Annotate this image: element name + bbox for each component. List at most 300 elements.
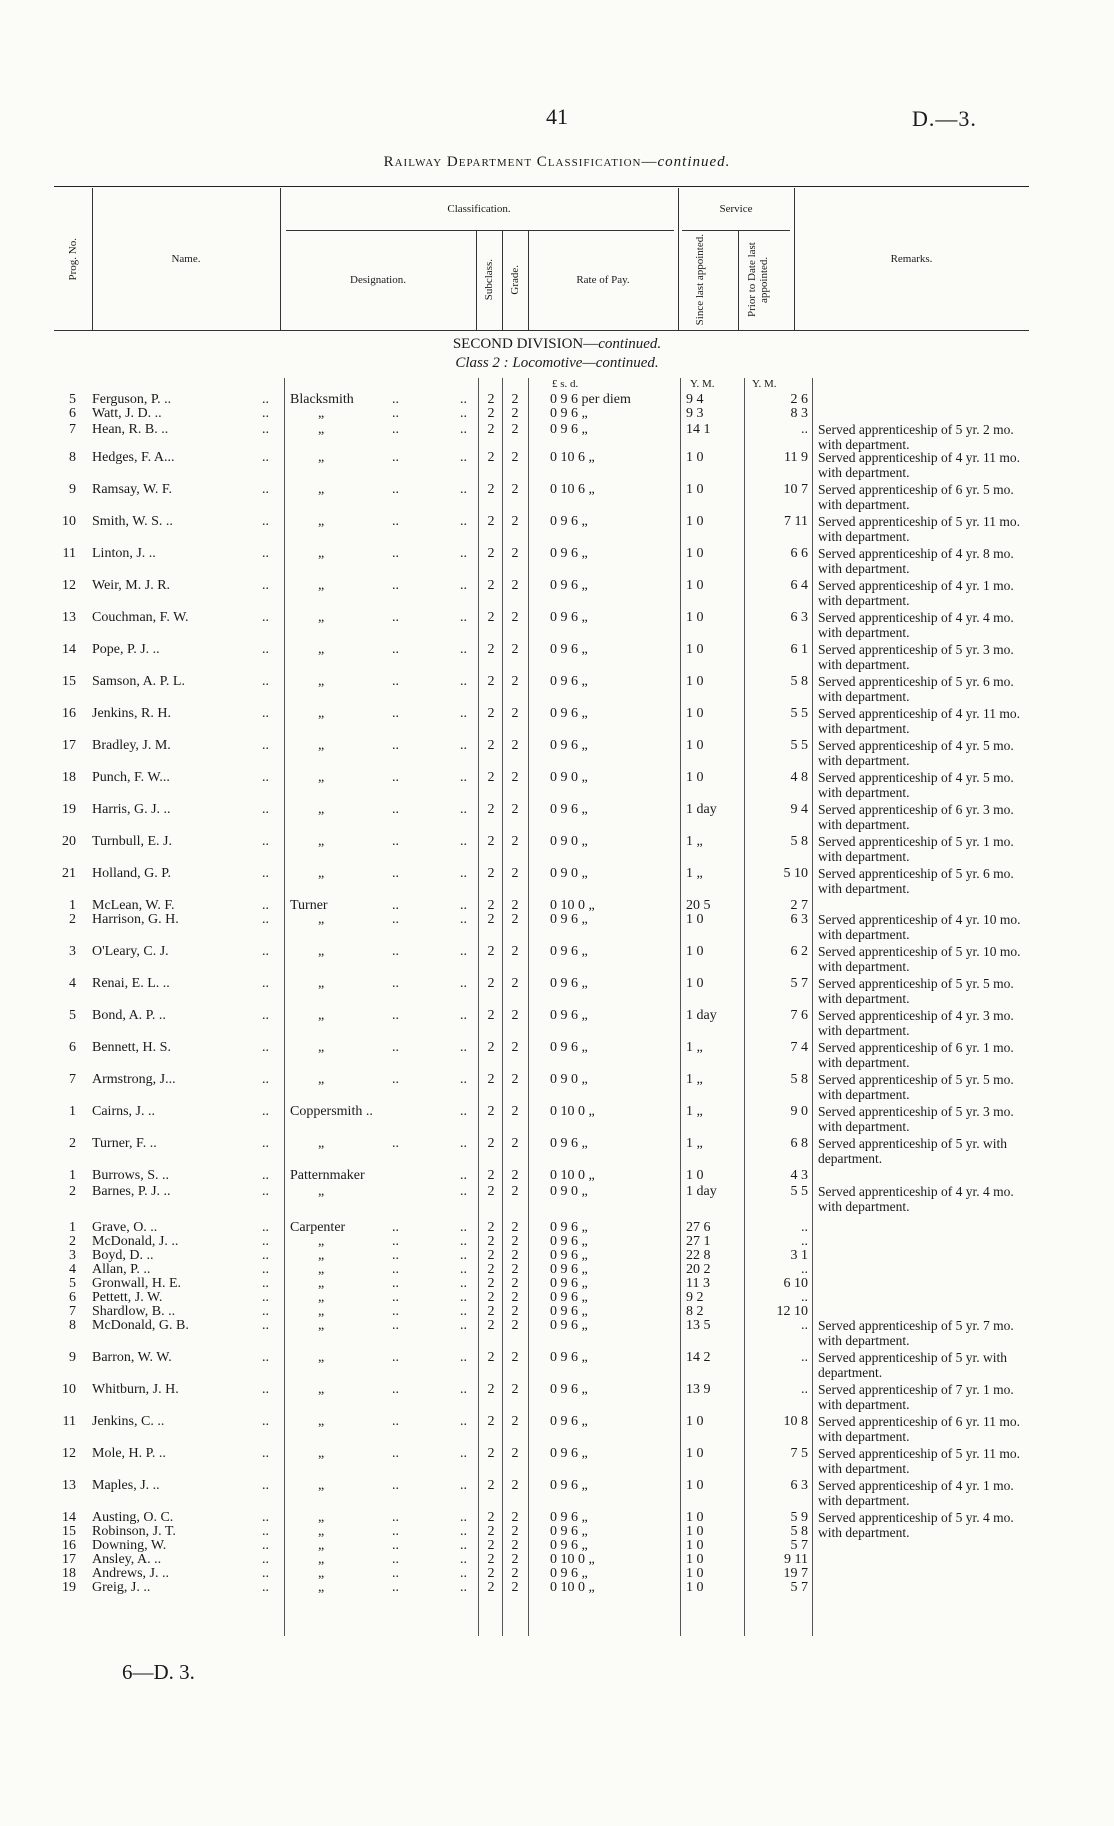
table-header (54, 188, 1029, 330)
row-leader: .. (460, 770, 467, 785)
row-leader: .. (262, 1248, 269, 1263)
row-prior-to-date: 4 3 (790, 1168, 808, 1183)
row-prior-to-date: 5 8 (790, 674, 808, 689)
row-number: 7 (69, 1072, 76, 1087)
row-leader: .. (262, 1104, 269, 1119)
row-rate-of-pay: 0 9 6 „ (550, 1008, 588, 1023)
row-leader: .. (392, 770, 399, 785)
row-leader: .. (262, 802, 269, 817)
row-leader: .. (460, 1262, 467, 1277)
row-leader: .. (262, 1072, 269, 1087)
row-subclass: 2 (487, 610, 495, 625)
row-leader: .. (460, 642, 467, 657)
row-prior-to-date: 5 5 (790, 1184, 808, 1199)
row-number: 4 (69, 976, 76, 991)
row-leader: .. (392, 834, 399, 849)
row-since-last: 13 5 (686, 1318, 711, 1333)
row-designation: „ (318, 1262, 325, 1277)
row-leader: .. (262, 1276, 269, 1291)
row-grade: 2 (511, 1220, 519, 1235)
column-rule (528, 378, 529, 1636)
row-prior-to-date: 6 8 (790, 1136, 808, 1151)
row-remarks: Served apprenticeship of 5 yr. 11 mo. with department. (818, 1446, 1020, 1476)
row-rate-of-pay: 0 9 6 „ (550, 1040, 588, 1055)
row-leader: .. (262, 482, 269, 497)
row-since-last: 9 2 (686, 1290, 704, 1305)
row-rate-of-pay: 0 9 6 „ (550, 706, 588, 721)
row-since-last: 1 „ (686, 1040, 703, 1055)
header-prior-to-date: Prior to Date last appointed. (746, 242, 770, 318)
row-leader: .. (392, 1276, 399, 1291)
row-subclass: 2 (487, 976, 495, 991)
row-rate-of-pay: 0 9 6 „ (550, 802, 588, 817)
row-rate-of-pay: 0 9 0 „ (550, 834, 588, 849)
row-leader: .. (392, 546, 399, 561)
row-rate-of-pay: 0 9 6 „ (550, 1478, 588, 1493)
row-leader: .. (392, 802, 399, 817)
row-number: 1 (69, 1168, 76, 1183)
row-grade: 2 (511, 406, 519, 421)
row-prior-to-date: 5 8 (790, 1524, 808, 1539)
division-heading (0, 336, 1114, 353)
row-number: 9 (69, 1350, 76, 1365)
row-subclass: 2 (487, 1304, 495, 1319)
row-since-last: 11 3 (686, 1276, 710, 1291)
header-since-last: Since last appointed. (694, 234, 706, 326)
row-since-last: 1 0 (686, 482, 704, 497)
row-leader: .. (460, 944, 467, 959)
row-number: 17 (62, 1552, 76, 1567)
row-leader: .. (262, 1552, 269, 1567)
row-subclass: 2 (487, 1136, 495, 1151)
row-since-last: 14 1 (686, 422, 711, 437)
row-grade: 2 (511, 422, 519, 437)
row-name: Maples, J. .. (92, 1478, 160, 1493)
row-remarks: Served apprenticeship of 6 yr. 11 mo. with department. (818, 1414, 1020, 1444)
row-prior-to-date: 19 7 (783, 1566, 808, 1581)
row-number: 7 (69, 1304, 76, 1319)
row-prior-to-date: .. (801, 1220, 808, 1235)
pay-units: £ s. d. (552, 378, 579, 390)
row-number: 3 (69, 944, 76, 959)
row-number: 21 (62, 866, 76, 881)
row-rate-of-pay: 0 10 0 „ (550, 1552, 595, 1567)
row-leader: .. (460, 976, 467, 991)
header-rate-of-pay: Rate of Pay. (576, 274, 630, 286)
row-number: 1 (69, 898, 76, 913)
row-subclass: 2 (487, 406, 495, 421)
row-designation: „ (318, 738, 325, 753)
row-since-last: 1 day (686, 1184, 717, 1199)
row-leader: .. (262, 1234, 269, 1249)
row-rate-of-pay: 0 9 6 „ (550, 1566, 588, 1581)
row-name: Robinson, J. T. (92, 1524, 176, 1539)
row-since-last: 20 2 (686, 1262, 711, 1277)
header-classification: Classification. (447, 203, 511, 215)
row-leader: .. (262, 706, 269, 721)
row-rate-of-pay: 0 9 0 „ (550, 770, 588, 785)
row-number: 13 (62, 610, 76, 625)
row-leader: .. (392, 1318, 399, 1333)
prior-units: Y. M. (752, 378, 777, 390)
row-number: 19 (62, 1580, 76, 1595)
row-subclass: 2 (487, 514, 495, 529)
row-remarks: Served apprenticeship of 4 yr. 3 mo. with department. (818, 1008, 1014, 1038)
row-rate-of-pay: 0 10 0 „ (550, 1168, 595, 1183)
row-grade: 2 (511, 944, 519, 959)
row-number: 16 (62, 706, 76, 721)
row-remarks: Served apprenticeship of 5 yr. 7 mo. with department. (818, 1318, 1014, 1348)
row-number: 18 (62, 1566, 76, 1581)
row-designation: „ (318, 406, 325, 421)
row-number: 19 (62, 802, 76, 817)
row-number: 7 (69, 422, 76, 437)
row-leader: .. (392, 674, 399, 689)
row-leader: .. (460, 674, 467, 689)
row-leader: .. (392, 866, 399, 881)
row-rate-of-pay: 0 9 6 „ (550, 546, 588, 561)
row-grade: 2 (511, 1168, 519, 1183)
row-name: Hean, R. B. .. (92, 422, 169, 437)
row-leader: .. (262, 642, 269, 657)
row-leader: .. (392, 642, 399, 657)
row-leader: .. (392, 1304, 399, 1319)
row-designation: „ (318, 1414, 325, 1429)
row-leader: .. (262, 1382, 269, 1397)
row-grade: 2 (511, 866, 519, 881)
row-grade: 2 (511, 1184, 519, 1199)
row-since-last: 1 „ (686, 834, 703, 849)
row-number: 10 (62, 514, 76, 529)
row-leader: .. (460, 1580, 467, 1595)
row-designation: „ (318, 482, 325, 497)
row-remarks: Served apprenticeship of 5 yr. 5 mo. with department. (818, 976, 1014, 1006)
row-designation: „ (318, 1552, 325, 1567)
row-leader: .. (460, 1350, 467, 1365)
row-subclass: 2 (487, 1248, 495, 1263)
page-title (0, 154, 1114, 171)
row-leader: .. (262, 1220, 269, 1235)
row-leader: .. (392, 1290, 399, 1305)
footer-mark: 6—D. 3. (122, 1660, 195, 1684)
row-leader: .. (392, 1262, 399, 1277)
row-leader: .. (262, 834, 269, 849)
row-leader: .. (460, 1248, 467, 1263)
row-leader: .. (460, 1184, 467, 1199)
row-since-last: 1 0 (686, 1524, 704, 1539)
row-grade: 2 (511, 898, 519, 913)
row-prior-to-date: 9 4 (790, 802, 808, 817)
row-leader: .. (392, 1566, 399, 1581)
title-main: Railway Department Classification— (383, 154, 658, 170)
row-designation: „ (318, 1072, 325, 1087)
row-rate-of-pay: 0 9 6 „ (550, 1234, 588, 1249)
row-since-last: 1 0 (686, 1580, 704, 1595)
row-number: 2 (69, 1234, 76, 1249)
row-leader: .. (392, 1234, 399, 1249)
row-since-last: 20 5 (686, 898, 711, 913)
row-leader: .. (460, 1104, 467, 1119)
row-grade: 2 (511, 1382, 519, 1397)
since-units: Y. M. (690, 378, 715, 390)
row-remarks: Served apprenticeship of 4 yr. 4 mo. with department. (818, 1184, 1014, 1214)
row-remarks: Served apprenticeship of 5 yr. 4 mo. with department. (818, 1510, 1014, 1540)
row-grade: 2 (511, 1290, 519, 1305)
row-rate-of-pay: 0 9 6 „ (550, 1382, 588, 1397)
row-grade: 2 (511, 674, 519, 689)
row-leader: .. (460, 1072, 467, 1087)
row-since-last: 1 0 (686, 1552, 704, 1567)
row-remarks: Served apprenticeship of 5 yr. 2 mo. with department. (818, 422, 1014, 452)
row-rate-of-pay: 0 9 6 „ (550, 738, 588, 753)
row-rate-of-pay: 0 9 6 „ (550, 1318, 588, 1333)
row-leader: .. (262, 1008, 269, 1023)
row-name: Bennett, H. S. (92, 1040, 171, 1055)
row-since-last: 1 day (686, 1008, 717, 1023)
row-designation: „ (318, 1248, 325, 1263)
row-name: Boyd, D. .. (92, 1248, 154, 1263)
row-name: Pope, P. J. .. (92, 642, 160, 657)
row-leader: .. (262, 1262, 269, 1277)
header-service: Service (719, 203, 753, 215)
row-designation: „ (318, 514, 325, 529)
row-subclass: 2 (487, 944, 495, 959)
row-name: Shardlow, B. .. (92, 1304, 176, 1319)
row-remarks: Served apprenticeship of 6 yr. 5 mo. with department. (818, 482, 1014, 512)
row-leader: .. (262, 944, 269, 959)
row-designation: „ (318, 770, 325, 785)
row-leader: .. (392, 1040, 399, 1055)
row-number: 17 (62, 738, 76, 753)
row-remarks: Served apprenticeship of 4 yr. 5 mo. with department. (818, 770, 1014, 800)
row-leader: .. (460, 1552, 467, 1567)
units-row (0, 378, 1114, 392)
row-since-last: 1 0 (686, 546, 704, 561)
row-rate-of-pay: 0 10 0 „ (550, 1580, 595, 1595)
row-number: 12 (62, 578, 76, 593)
header-prog-no: Prog. No. (67, 237, 79, 281)
row-leader: .. (262, 406, 269, 421)
row-prior-to-date: 6 2 (790, 944, 808, 959)
row-name: Ferguson, P. .. (92, 392, 172, 407)
row-rate-of-pay: 0 9 6 „ (550, 912, 588, 927)
row-leader: .. (392, 1008, 399, 1023)
row-rate-of-pay: 0 9 6 „ (550, 514, 588, 529)
row-remarks: Served apprenticeship of 5 yr. 6 mo. with department. (818, 674, 1014, 704)
row-subclass: 2 (487, 1040, 495, 1055)
row-leader: .. (262, 912, 269, 927)
row-name: Austing, O. C. (92, 1510, 174, 1525)
row-designation: „ (318, 1184, 325, 1199)
row-grade: 2 (511, 1446, 519, 1461)
row-subclass: 2 (487, 1318, 495, 1333)
row-number: 14 (62, 642, 76, 657)
row-grade: 2 (511, 1008, 519, 1023)
row-leader: .. (460, 802, 467, 817)
row-designation: „ (318, 1008, 325, 1023)
row-subclass: 2 (487, 546, 495, 561)
row-since-last: 1 0 (686, 706, 704, 721)
column-rule (284, 378, 285, 1636)
row-rate-of-pay: 0 9 6 „ (550, 578, 588, 593)
row-grade: 2 (511, 770, 519, 785)
row-rate-of-pay: 0 9 6 „ (550, 1290, 588, 1305)
row-grade: 2 (511, 1538, 519, 1553)
row-leader: .. (392, 944, 399, 959)
row-designation: Blacksmith (290, 392, 354, 407)
row-name: Pettett, J. W. (92, 1290, 163, 1305)
row-name: Jenkins, R. H. (92, 706, 171, 721)
header-designation: Designation. (350, 274, 406, 286)
row-remarks: Served apprenticeship of 7 yr. 1 mo. with department. (818, 1382, 1014, 1412)
row-rate-of-pay: 0 9 6 „ (550, 642, 588, 657)
row-since-last: 27 6 (686, 1220, 711, 1235)
row-leader: .. (392, 1580, 399, 1595)
row-prior-to-date: 12 10 (776, 1304, 808, 1319)
row-designation: „ (318, 1350, 325, 1365)
row-prior-to-date: 6 10 (783, 1276, 808, 1291)
row-remarks: Served apprenticeship of 4 yr. 1 mo. with department. (818, 578, 1014, 608)
row-name: Whitburn, J. H. (92, 1382, 179, 1397)
row-leader: .. (262, 422, 269, 437)
row-prior-to-date: 9 11 (784, 1552, 808, 1567)
row-leader: .. (262, 1580, 269, 1595)
row-name: Watt, J. D. .. (92, 406, 162, 421)
row-number: 13 (62, 1478, 76, 1493)
row-grade: 2 (511, 912, 519, 927)
row-leader: .. (392, 1478, 399, 1493)
row-since-last: 1 0 (686, 674, 704, 689)
row-name: Linton, J. .. (92, 546, 156, 561)
row-leader: .. (262, 674, 269, 689)
row-prior-to-date: 9 0 (790, 1104, 808, 1119)
row-subclass: 2 (487, 1538, 495, 1553)
row-leader: .. (460, 1220, 467, 1235)
row-leader: .. (460, 706, 467, 721)
row-designation: Turner (290, 898, 328, 913)
row-number: 20 (62, 834, 76, 849)
row-leader: .. (262, 1510, 269, 1525)
row-leader: .. (262, 976, 269, 991)
row-prior-to-date: 5 5 (790, 738, 808, 753)
row-prior-to-date: .. (801, 1350, 808, 1365)
row-grade: 2 (511, 578, 519, 593)
row-since-last: 8 2 (686, 1304, 704, 1319)
row-subclass: 2 (487, 1566, 495, 1581)
row-subclass: 2 (487, 1234, 495, 1249)
row-prior-to-date: 5 10 (783, 866, 808, 881)
row-rate-of-pay: 0 9 0 „ (550, 866, 588, 881)
row-leader: .. (460, 1382, 467, 1397)
row-rate-of-pay: 0 9 6 „ (550, 610, 588, 625)
row-prior-to-date: .. (801, 1382, 808, 1397)
row-leader: .. (392, 1510, 399, 1525)
row-remarks: Served apprenticeship of 5 yr. 10 mo. with department. (818, 944, 1021, 974)
row-name: McDonald, J. .. (92, 1234, 179, 1249)
row-name: Ansley, A. .. (92, 1552, 162, 1567)
row-leader: .. (460, 1008, 467, 1023)
row-prior-to-date: 5 7 (790, 1538, 808, 1553)
row-designation: „ (318, 1538, 325, 1553)
row-prior-to-date: 11 9 (784, 450, 808, 465)
row-leader: .. (392, 1414, 399, 1429)
row-grade: 2 (511, 834, 519, 849)
row-leader: .. (460, 406, 467, 421)
row-name: Ramsay, W. F. (92, 482, 173, 497)
row-prior-to-date: 5 5 (790, 706, 808, 721)
row-leader: .. (460, 610, 467, 625)
row-number: 4 (69, 1262, 76, 1277)
row-leader: .. (392, 482, 399, 497)
row-designation: „ (318, 834, 325, 849)
row-since-last: 1 0 (686, 738, 704, 753)
row-name: Jenkins, C. .. (92, 1414, 165, 1429)
row-grade: 2 (511, 1414, 519, 1429)
row-rate-of-pay: 0 9 6 „ (550, 674, 588, 689)
row-grade: 2 (511, 546, 519, 561)
row-since-last: 14 2 (686, 1350, 711, 1365)
row-subclass: 2 (487, 642, 495, 657)
row-prior-to-date: 6 3 (790, 610, 808, 625)
row-subclass: 2 (487, 482, 495, 497)
row-name: Andrews, J. .. (92, 1566, 169, 1581)
row-rate-of-pay: 0 9 6 „ (550, 944, 588, 959)
row-rate-of-pay: 0 10 0 „ (550, 898, 595, 913)
row-designation: „ (318, 1304, 325, 1319)
row-leader: .. (460, 1290, 467, 1305)
row-leader: .. (262, 450, 269, 465)
class-heading (0, 355, 1114, 372)
row-rate-of-pay: 0 9 6 „ (550, 1538, 588, 1553)
row-subclass: 2 (487, 1184, 495, 1199)
row-leader: .. (392, 422, 399, 437)
row-rate-of-pay: 0 10 6 „ (550, 450, 595, 465)
row-subclass: 2 (487, 1524, 495, 1539)
row-rate-of-pay: 0 9 6 „ (550, 976, 588, 991)
row-leader: .. (460, 1304, 467, 1319)
row-prior-to-date: .. (801, 1234, 808, 1249)
row-prior-to-date: 5 8 (790, 1072, 808, 1087)
row-name: Harris, G. J. .. (92, 802, 171, 817)
row-remarks: Served apprenticeship of 4 yr. 1 mo. with department. (818, 1478, 1014, 1508)
row-name: Couchman, F. W. (92, 610, 189, 625)
row-subclass: 2 (487, 578, 495, 593)
row-number: 6 (69, 1290, 76, 1305)
row-name: O'Leary, C. J. (92, 944, 169, 959)
row-since-last: 27 1 (686, 1234, 711, 1249)
row-leader: .. (392, 1350, 399, 1365)
row-grade: 2 (511, 1318, 519, 1333)
row-number: 5 (69, 392, 76, 407)
row-leader: .. (460, 866, 467, 881)
row-name: Allan, P. .. (92, 1262, 151, 1277)
row-name: Armstrong, J... (92, 1072, 176, 1087)
row-subclass: 2 (487, 912, 495, 927)
row-number: 1 (69, 1104, 76, 1119)
row-number: 11 (62, 1414, 76, 1429)
row-grade: 2 (511, 1104, 519, 1119)
row-leader: .. (262, 866, 269, 881)
row-prior-to-date: .. (801, 1318, 808, 1333)
row-name: McDonald, G. B. (92, 1318, 189, 1333)
row-rate-of-pay: 0 9 6 „ (550, 1446, 588, 1461)
row-leader: .. (262, 514, 269, 529)
row-number: 1 (69, 1220, 76, 1235)
row-name: Renai, E. L. .. (92, 976, 170, 991)
row-name: Harrison, G. H. (92, 912, 179, 927)
header-grade: Grade. (509, 265, 521, 295)
row-name: Bradley, J. M. (92, 738, 171, 753)
